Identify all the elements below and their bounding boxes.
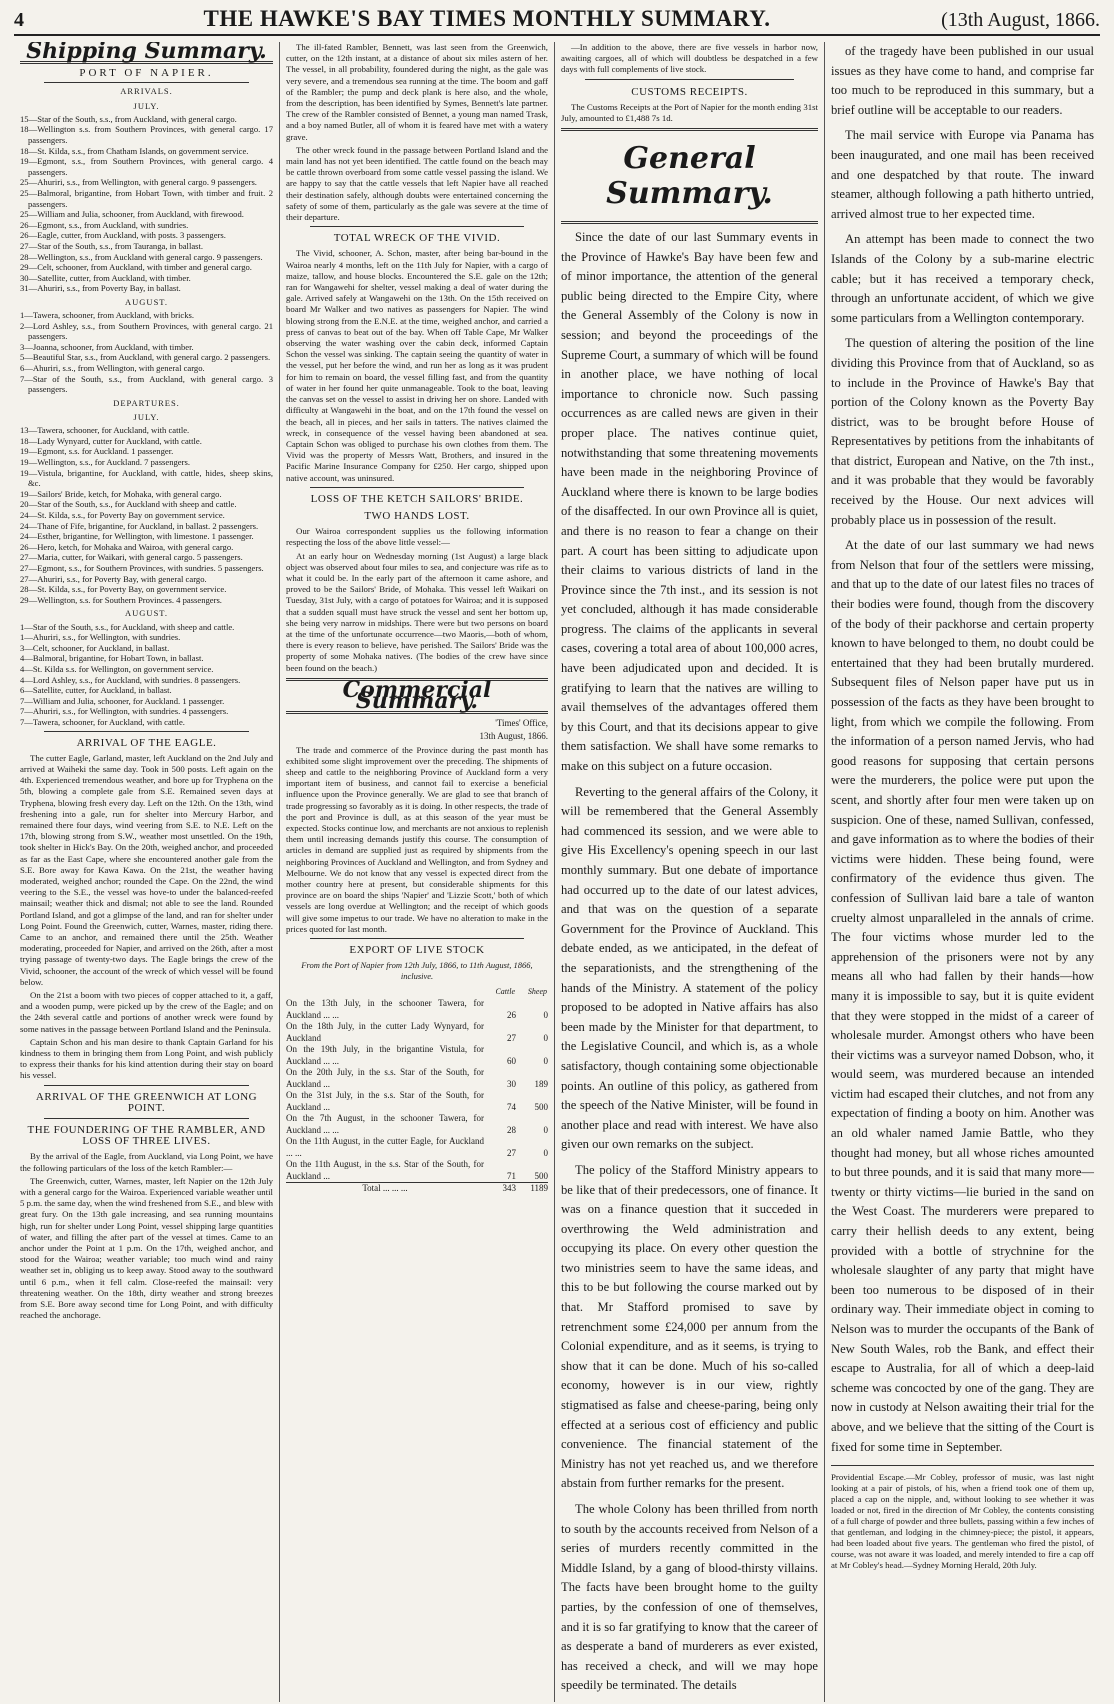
export-total-cattle: 343 xyxy=(484,1183,516,1195)
departure-entry: 27—Maria, cutter, for Waikari, with general cargo. 5 passengers. xyxy=(20,552,243,563)
ketch-article xyxy=(286,526,548,674)
paragraph: The other wreck found in the passage between Portland Island and the main land has not yet been identified. The cattle found on the beach may be cattle thrown overboard from some cattle vessel passing the island. We are happy to say that the cattle vessels that left Napier have all reached their destination safely, although doubts were entertained concerning the safety of some of them, particularly as the gale was severe at the time of their departure. xyxy=(286,144,548,223)
customs-text: The Customs Receipts at the Port of Napier for the month ending 31st July, amounted to £1,488 7s 1d. xyxy=(561,101,818,123)
departure-entry: 29—Wellington, s.s. for Southern Provinces. 4 passengers. xyxy=(20,594,222,605)
divider xyxy=(44,731,249,732)
export-subheading: From the Port of Napier from 12th July, 1866, to 11th August, 1866, inclusive. xyxy=(301,960,533,982)
paragraph: The trade and commerce of the Province during the past month has exhibited some slight improvement over the preceding. The shipments of sheep and cattle to the neighboring Province of Auckland form a very important item of business, and cannot fail to exercise a beneficial influence upon the Province generally. We are glad to see that branch of trade progressing so favorably as it is doing. In other respects, the trade of the port and Province is dull, as at this season of the year must be expected. Stocks continue low, and merchants are not anxious to replenish them until increasing demands justify this course. The consumption of articles in demand are supplied just as required by shipments from the neighboring Provinces of Auckland and Wellington, and from Sydney and Melbourne. We do not know that any vessel is expected direct from the mother country here at present, but considerable shipments for this province are on board the ships 'Napier' and 'Lizzie Scott,' both of which vessels are long overdue at Wellington; and the receipt of which goods will give some impetus to our trade. We have no alteration to make in the prices quoted for last month. xyxy=(286,744,548,934)
paragraph: The whole Colony has been thrilled from north to south by the accounts received from Nelson of a series of murders recently committed in the Middle Island, by a gang of blood-thirsty villains. The facts have been brought home to the guilty parties, by the confession of one of themselves, and it is so far gratifying to know that the career of as desperate a band of murderers as ever existed, has received a check, and will we may hope speedily be terminated. The details xyxy=(561,1502,818,1693)
export-rows xyxy=(286,998,548,1183)
departure-entry: 27—Egmont, s.s., for Southern Provinces, with sundries. 5 passengers. xyxy=(20,562,264,573)
paragraph: By the arrival of the Eagle, from Auckland, via Long Point, we have the following particulars of the loss of the ketch Rambler:— xyxy=(20,1151,273,1173)
export-row-cattle: 27 xyxy=(507,1147,516,1158)
arrival-entry: 6—Ahuriri, s.s., from Wellington, with general cargo. xyxy=(20,363,205,374)
departure-entry: 13—Tawera, schooner, for Auckland, with cattle. xyxy=(20,425,190,436)
ketch-subheading: TWO HANDS LOST. xyxy=(364,509,470,522)
departure-entry: 19—Vistula, brigantine, for Auckland, with cattle, hides, sheep skins, &c. xyxy=(20,467,273,489)
export-row-text: On the 7th August, in the schooner Tawera, for Auckland ... ... xyxy=(286,1113,484,1135)
export-row xyxy=(286,1090,548,1113)
export-row-sheep: 0 xyxy=(543,1009,548,1020)
export-row xyxy=(286,1021,548,1044)
departure-entry: 28—St. Kilda, s.s., for Poverty Bay, on government service. xyxy=(20,584,227,595)
export-row xyxy=(286,1067,548,1090)
paragraph: The ill-fated Rambler, Bennett, was last seen from the Greenwich, cutter, on the 12th instant, at a distance of about six miles astern of her. The vessel, in all probability, foundered during the night, as the gale was very severe, and a tremendous sea running at the time. The boom and gaff of the Rambler; the pump and deck plank is here also, and the whole, from the description, has been identified by Symes, Bennett's late partner. The crew of the Rambler consisted of Bennet, a young man named Trask, and a boy named Butler, all of whom it is feared have met with a watery grave. xyxy=(286,42,548,142)
arrival-entry: 1—Tawera, schooner, from Auckland, with bricks. xyxy=(20,310,194,321)
export-row-text: On the 31st July, in the s.s. Star of the South, for Auckland ... xyxy=(286,1090,484,1112)
departure-entry: 19—Egmont, s.s. for Auckland. 1 passenger. xyxy=(20,446,174,457)
newspaper-title: THE HAWKE'S BAY TIMES MONTHLY SUMMARY. xyxy=(203,6,771,31)
departure-entry: 24—Esther, brigantine, for Wellington, with limestone. 1 passenger. xyxy=(20,531,254,542)
arrival-entry: 5—Beautiful Star, s.s., from Auckland, with general cargo. 2 passengers. xyxy=(20,352,271,363)
paragraph: of the tragedy have been published in our usual issues as they have come to hand, and comprise far too much to be reproduced in this summary, but a brief outline will be acceptable to our readers. xyxy=(831,44,1094,117)
ketch-heading: LOSS OF THE KETCH SAILORS' BRIDE. xyxy=(310,492,524,505)
port-heading: PORT OF NAPIER. xyxy=(79,67,214,80)
arrival-entry: 26—Egmont, s.s., from Auckland, with sundries. xyxy=(20,219,189,230)
issue-date: (13th August, 1866. xyxy=(941,9,1100,31)
shipping-summary-heading: Shipping Summary. xyxy=(26,42,267,64)
general-summary-continued xyxy=(831,42,1094,1457)
departure-entry: 26—Hero, ketch, for Mohaka and Wairoa, with general cargo. xyxy=(20,541,234,552)
departures-label: DEPARTURES. xyxy=(113,397,180,408)
departure-entry: 24—Thane of Fife, brigantine, for Auckland, in ballast. 2 passengers. xyxy=(20,520,259,531)
divider xyxy=(561,128,818,131)
export-header-sheep: Sheep xyxy=(527,986,547,996)
arrival-entry: 25—Balmoral, brigantine, from Hobart Town, with timber and fruit. 2 passengers. xyxy=(20,187,273,209)
arrivals-august-list xyxy=(20,310,273,395)
export-row-cattle: 27 xyxy=(507,1032,516,1043)
greenwich-heading: ARRIVAL OF THE GREENWICH AT LONG POINT. xyxy=(35,1090,258,1114)
office-line: 'Times' Office, xyxy=(495,718,548,729)
rambler-continued xyxy=(286,42,548,223)
arrival-entry: 29—Celt, schooner, from Auckland, with timber and general cargo. xyxy=(20,262,252,273)
departures-august-list xyxy=(20,622,273,728)
paragraph: On the 21st a boom with two pieces of copper attached to it, a gaff, and a wooden pump, were picked up by the crew of the Eagle; and on the 24th several cattle and portions of another wreck were found by some natives in the passage between Portland Island and the Peninsula. xyxy=(20,989,273,1034)
departure-entry: 7—Tawera, schooner, for Auckland, with cattle. xyxy=(20,716,185,727)
paragraph: The question of altering the position of the line dividing this Province from that of Auckland, so as to include in the Province of Hawke's Bay that portion of the Colony known as the Poverty Bay district, was to be brought before House of Representatives by petitions from the inhabitants of that district, European and Native, on the 7th inst., and it was probable that they would be favorably received by the House. Our next advices will probably place us in possession of the result. xyxy=(831,336,1094,527)
export-row-sheep: 0 xyxy=(543,1055,548,1066)
export-row-text: On the 20th July, in the s.s. Star of the South, for Auckland ... xyxy=(286,1067,484,1089)
column-2 xyxy=(279,42,554,1702)
providential-escape-note: Providential Escape.—Mr Cobley, professor of music, was last night looking at a pair of pistols, of his, when a friend took one of them up, placed a cap on the nipple, and, without looking to see whether it was loaded or not, fired in the direction of Mr Cobley, the contents consisting of a full charge of powder and three bullets, passing within a few inches of that gentleman, and lodging in the chimney-piece; the pistol, it appears, had been loaded about five years. The gentleman who fired the pistol, of course, was not aware it was loaded, and merely intended to fire a cap off at Mr Cobley's head.—Sydney Morning Herald, 20th July. xyxy=(831,1465,1094,1571)
arrivals-label: ARRIVALS. xyxy=(120,86,173,97)
departure-entry: 19—Sailors' Bride, ketch, for Mohaka, with general cargo. xyxy=(20,488,222,499)
rambler-article xyxy=(20,1151,273,1321)
eagle-article xyxy=(20,753,273,1082)
arrival-entry: 31—Ahuriri, s.s., from Poverty Bay, in ballast. xyxy=(20,283,181,294)
vivid-article xyxy=(286,248,548,483)
export-row-cattle: 60 xyxy=(507,1055,516,1066)
paragraph: The policy of the Stafford Ministry appears to be like that of their predecessors, one of finance. It was on a finance question that it succeded in overthrowing the Weld administration and occupying its place. On every other question the two ministries seem to have the same ideas, and this to be but following the course marked out by that. Mr Stafford promised to save by retrenchment some £24,000 per annum from the Colonial expenditure, and as it seems, is trying to show that it can be done. Much of his so-called economy, however is in our view, rightly stigmatised as false and cheese-paring, being only effected at a serious cost of efficiency and public convenience. The financial statement of the Ministry has not yet reached us, and we therefore abstain from further remarks for the present. xyxy=(561,1162,818,1491)
divider xyxy=(310,226,524,227)
divider xyxy=(44,1118,249,1119)
rambler-heading: THE FOUNDERING OF THE RAMBLER, AND LOSS OF THREE LIVES. xyxy=(27,1124,266,1148)
paragraph: Our Wairoa correspondent supplies us the following information respecting the loss of the above little vessel:— xyxy=(286,526,548,548)
paragraph: At the date of our last summary we had news from Nelson that four of the settlers were missing, and that up to the date of our latest files no traces of their bodies were found, though from the discovery of the body of their packhorse and certain property known to have belonged to them, no doubt could be entertained that they had been brutally murdered. Subsequent files of Nelson paper have put us in possession of the facts as they have been brought to light, from which we compile the following. From the information of a person named Jervis, who had good reasons for supposing that certain persons were the murderers, the police were put upon the scent, and shortly after four men were taken up on suspicion. One of these, named Sullivan, confessed, and gave information as to where the bodies of their victims were hidden. These being found, were confirmatory of the evidence thus given. The confession of Sullivan laid bare a tale of wanton cruelty almost unparalleled in the annals of crime. The four victims whose murder led to the apprehension of the prisoners were not by any means all who had fallen by their hands—how many it is impossible to say, but it is quite evident that they were stopped in the midst of a career of wholesale murder. Amongst others who have been their victims was a surveyor named Dobson, who, it would seem, was murdered because an intended victim had escaped their clutches, and not from any expectation of finding a booty on him. Another was an old whaler named Jamie Battle, who they thought had money, but all whose riches amounted to but three pounds, and it is said that many more—twenty or thirty victims—lie buried in the sand on the West Coast. The murderers were prepared to carry their hellish deeds to any extent, being provided with a bottle of strychnine for the wholesale slaughter of any party that might have been too numerous to be disposed of in their ordinary way. Their immediate object in coming to Nelson was to murder the occupants of the Bank of New South Wales, rob the Bank, and effect their escape to Australia, for all of which a deep-laid scheme was concocted by one of the gang. They are now in custody at Nelson awaiting their trial for the above, and we believe that the sitting of the Court is fixed for some time in September. xyxy=(831,538,1094,1454)
export-row-text: On the 19th July, in the brigantine Vistula, for Auckland ... ... xyxy=(286,1044,484,1066)
export-row-text: On the 11th August, in the cutter Eagle, for Auckland ... ... xyxy=(286,1136,484,1158)
departure-entry: 7—Ahuriri, s.s., for Wellington, with sundries. 4 passengers. xyxy=(20,706,229,717)
page-number: 4 xyxy=(14,9,24,31)
export-row-sheep: 500 xyxy=(534,1101,548,1112)
arrival-entry: 25—William and Julia, schooner, from Auckland, with firewood. xyxy=(20,209,244,220)
paragraph: Captain Schon and his man desire to thank Captain Garland for his kindness to them in bringing them from Long Point, and wish publicly to express their thanks for his kind attention during their stay on board his vessel. xyxy=(20,1036,273,1081)
departure-entry: 7—William and Julia, schooner, for Auckland. 1 passenger. xyxy=(20,695,225,706)
arrival-entry: 15—Star of the South, s.s., from Auckland, with general cargo. xyxy=(20,113,237,124)
arrival-entry: 18—St. Kilda, s.s., from Chatham Islands, on government service. xyxy=(20,145,249,156)
departure-entry: 4—Balmoral, brigantine, for Hobart Town, in ballast. xyxy=(20,653,204,664)
export-total-sheep: 1189 xyxy=(516,1183,548,1195)
export-total-row xyxy=(286,1183,548,1195)
export-row xyxy=(286,1113,548,1136)
office-date: 13th August, 1866. xyxy=(479,731,548,742)
paragraph: The mail service with Europe via Panama has been inaugurated, and one mail has been received and one despatched by that route. The inward steamer, although following a path hitherto untried, arrived almost true to her expected time. xyxy=(831,128,1094,221)
arrival-entry: 30—Satellite, cutter, from Auckland, with timber. xyxy=(20,272,191,283)
column-1 xyxy=(14,42,279,1702)
arrival-entry: 19—Egmont, s.s., from Southern Provinces, with general cargo. 4 passengers. xyxy=(20,156,273,177)
paragraph: The cutter Eagle, Garland, master, left Auckland on the 2nd July and arrived at Waiheki the same day. Took in 500 posts. Left again on the 4th. Experienced tremendous weather, and bore up for Tryphena on the 5th, blowing a complete gale from S.E. Remained seven days at Tryphena, blowing fresh every day. Left on the 12th. On the 13th, wind freshening into a gale, run for shelter into Mercury Harbor, and remained there four days, wind veering from S.E. to N.E. Left on the 17th, blowing strong from S.W., weather most unsettled. On the 19th, took shelter in Hick's Bay. On the 20th, weighed anchor, and proceeded as far as the East Cape, where she encountered another gale from the S.E. Bore away for Kawa Kawa. On the 21st, the weather having moderated, weighed anchor; rounded the Cape. On the 22nd, the wind veering to the S.E., the vessel was hove-to under the balanced-reefed mainsail; weather thick and dismal; not able to see the land. Rounded Portland Island, and got a glimpse of the land, and ran for shelter under Long Point. Found the Greenwich, cutter, Warnes, master, riding there. Came to an anchor, and remained there until the 25th. Weather moderating, proceeded for Napier, and arrived on the 26th, after a most trying passage of twenty-two days. The Eagle brings the crew of the Vivid, schooner, the account of the wreck of which vessel will be found below. xyxy=(20,752,273,987)
departure-entry: 6—Satellite, cutter, for Auckland, in ballast. xyxy=(20,685,172,696)
vivid-heading: TOTAL WRECK OF THE VIVID. xyxy=(333,232,501,245)
export-row-text: On the 11th August, in the s.s. Star of the South, for Auckland ... xyxy=(286,1159,484,1181)
eagle-heading: ARRIVAL OF THE EAGLE. xyxy=(76,736,217,749)
departure-entry: 18—Lady Wynyard, cutter for Auckland, with cattle. xyxy=(20,435,202,446)
general-summary-article xyxy=(561,228,818,1696)
arrival-entry: 26—Eagle, cutter, from Auckland, with posts. 3 passengers. xyxy=(20,230,226,241)
departure-entry: 20—Star of the South, s.s., for Auckland with sheep and cattle. xyxy=(20,499,237,510)
column-4 xyxy=(824,42,1100,1702)
month-label: AUGUST. xyxy=(125,296,168,307)
columns xyxy=(14,42,1100,1702)
departures-july-list xyxy=(20,425,273,605)
paragraph: At an early hour on Wednesday morning (1st August) a large black object was observed about four miles to sea, and conjecture was rife as to what it could be. In the early part of the afternoon it came ashore, and proved to be the Sailors' Bride, of Mohaka. This vessel left Waikari on Tuesday, 31st July, with a cargo of potatoes for Wairoa; and it is supposed that a sudden squall must have struck the vessel and sent her bottom up, she being very narrow in midships. There were but two persons on board at the time of the unfortunate occurrence—two Maoris,—both of whom, there is every reason to believe, have perished. The Sailors' Bride was the property of some Mohaka natives. (The bodies of the crew have since been found on the beach.) xyxy=(286,550,548,673)
export-header-spacer xyxy=(286,985,484,999)
divider xyxy=(44,82,249,83)
column-3 xyxy=(554,42,824,1702)
departure-entry: 4—St. Kilda s.s. for Wellington, on government service. xyxy=(20,663,214,674)
paragraph: An attempt has been made to connect the two Islands of the Colony by a sub-marine electric cable; but it has received a temporary check, through an unfortunate accident, of which we give some particulars from a Wellington contemporary. xyxy=(831,232,1094,325)
export-row-cattle: 28 xyxy=(507,1124,516,1135)
commercial-article xyxy=(286,745,548,935)
customs-heading: CUSTOMS RECEIPTS. xyxy=(631,85,748,98)
month-label: JULY. xyxy=(133,100,160,111)
general-summary-heading: General Summary. xyxy=(606,141,773,212)
arrival-entry: 18—Wellington s.s. from Southern Provinces, with general cargo. 17 passengers. xyxy=(20,124,273,145)
masthead xyxy=(14,6,1100,36)
export-total-label: Total ... ... ... xyxy=(286,1183,484,1195)
arrivals-july-list xyxy=(20,114,273,294)
export-row-sheep: 0 xyxy=(543,1124,548,1135)
departure-entry: 24—St. Kilda, s.s., for Poverty Bay on government service. xyxy=(20,510,225,521)
month-label: JULY. xyxy=(133,412,160,423)
arrival-entry: 7—Star of the South, s.s., from Auckland, with general cargo. 3 passengers. xyxy=(20,373,273,395)
arrival-entry: 25—Ahuriri, s.s., from Wellington, with general cargo. 9 passengers. xyxy=(20,177,257,188)
export-row xyxy=(286,998,548,1021)
export-table xyxy=(286,985,548,1195)
departure-entry: 1—Star of the South, s.s., for Auckland, with sheep and cattle. xyxy=(20,621,235,632)
export-heading: EXPORT OF LIVE STOCK xyxy=(349,944,485,957)
export-row xyxy=(286,1136,548,1159)
divider xyxy=(585,79,794,80)
export-row-text: On the 18th July, in the cutter Lady Wynyard, for Auckland xyxy=(286,1021,484,1043)
commercial-summary-heading: Commercial Summary. xyxy=(342,676,492,714)
paragraph: The Greenwich, cutter, Warnes, master, left Napier on the 12th July with a general cargo for the Wairoa. Experienced variable weather until 5 p.m. the same day, when the wind freshened from S.E., and blew with great fury. On the 13th gale increasing, and sea running mountains high, run for shelter under Long Point, vessel shipping large quantities of water, and filling the after part of the vessel at times. Came to an anchor under the Point at 1 p.m. On the 17th, weighed anchor, and stood for the Wairoa; weather variable; too much wind and rainy weather set in, obliging us to keep away. Stood away to the southward until 6 p.m., when it fell calm. Close-reefed the mainsail: very threatening weather. On the 18th, dirty weather and strong breezes from S.E. Bore away second time for Long Point, and with difficulty reached the anchorage. xyxy=(20,1175,273,1321)
export-row-text: On the 13th July, in the schooner Tawera, for Auckland ... ... xyxy=(286,998,484,1020)
departure-entry: 3—Celt, schooner, for Auckland, in ballast. xyxy=(20,642,170,653)
export-row-sheep: 500 xyxy=(534,1170,548,1181)
divider xyxy=(310,487,524,488)
arrival-entry: 28—Wellington, s.s., from Auckland with general cargo. 9 passengers. xyxy=(20,251,263,262)
month-label: AUGUST. xyxy=(125,608,168,619)
paragraph: —In addition to the above, there are five vessels in harbor now, awaiting cargoes, all of which will doubtless be despatched in a few days with full complements of live stock. xyxy=(561,42,818,75)
divider xyxy=(561,221,818,224)
divider xyxy=(310,938,524,939)
departure-entry: 4—Lord Ashley, s.s., for Auckland, with sundries. 8 passengers. xyxy=(20,674,241,685)
export-row-cattle: 71 xyxy=(507,1170,516,1181)
export-row xyxy=(286,1159,548,1183)
export-row-sheep: 189 xyxy=(534,1078,548,1089)
export-header-cattle: Cattle xyxy=(495,986,515,996)
export-row-cattle: 26 xyxy=(507,1009,516,1020)
paragraph: Since the date of our last Summary events in the Province of Hawke's Bay have been few and of minor importance, the attention of the general public being directed to the Empire City, where the General Assembly of the Colony is now in session; and beyond the proceedings of the Supreme Court, a summary of which will be found in another place, we have nothing of local importance to chronicle now. Such passing occurrences as are called news are given in their proper place. The natives continue quiet, notwithstanding that some threatening movements have been made in the neighboring Province of Auckland where there is known to be large bodies of the disaffected. In our own Province all is quiet, and there is no reason to fear a change on their part. A court has been sitting to adjudicate upon their claims to various districts of land in the Province since the 7th inst., and its session is not yet concluded, although it has made considerable progress. The claims of the applicants in several cases, covering a total area of about 100,000 acres, have been adjudicated upon and decided. It is gratifying to learn that the natives are willing to avail themselves of the advantages offered them by this Court, and that its decisions appear to give them satisfaction. We shall have some remarks to make on this subject on a future occasion. xyxy=(561,230,818,774)
departure-entry: 1—Ahuriri, s.s., for Wellington, with sundries. xyxy=(20,632,181,643)
export-row-sheep: 0 xyxy=(543,1147,548,1158)
export-row xyxy=(286,1044,548,1067)
arrival-entry: 27—Star of the South, s.s., from Tauranga, in ballast. xyxy=(20,240,204,251)
departure-entry: 27—Ahuriri, s.s., for Poverty Bay, with general cargo. xyxy=(20,573,207,584)
export-row-cattle: 30 xyxy=(507,1078,516,1089)
export-row-sheep: 0 xyxy=(543,1032,548,1043)
additional-vessels-note xyxy=(561,42,818,76)
divider xyxy=(44,1085,249,1086)
paragraph: The Vivid, schooner, A. Schon, master, after being bar-bound in the Wairoa nearly 4 months, left on the 11th July for Napier, with a cargo of maize, tallow, and house blocks. Encountered the S.E. gale on the 12th; ran for Wangawehi for shelter, vessel making a deal of water during the gale. Arrived safely at Wangawehi on the 13th. On the 15th received on board Mr Walker and two natives as passengers for Napier. The wind blowing strong from the E.N.E. at the time, weighed anchor, and carried a press of canvas to beat out of the bay. When off Table Cape, Mr Walker observing the water washing over the cabin deck, informed Captain Schon the vessel was sinking. The captain seeing the quantity of water in the vessel, put her before the wind, and run her as long as it was prudent for him to remain on board, the vessel filling fast, and from the quantity of water in her found her quite unmanageable. Took to the boat, leaving the canvas set on the vessel to assist in driving her on shore. Landed with difficulty at Wangawehi in the boat, and on the 17th found the vessel on the beach, all in pieces, and her sails in tatters. The natives claimed the wreck, in consequence of the vessel having been abandoned at sea. Captain Schon was obliged to purchase his own clothes from them. The Vivid was the property of Messrs Watt, Brothers, and insured in the Pacific Marine Insurance Company for £250. Her cargo, shipped upon native account, was uninsured. xyxy=(286,248,548,483)
arrival-entry: 3—Joanna, schooner, from Auckland, with timber. xyxy=(20,341,194,352)
export-row-cattle: 74 xyxy=(507,1101,516,1112)
paragraph: Reverting to the general affairs of the Colony, it will be remembered that the General Assembly had commenced its session, and we were able to give His Excellency's opening speech in our last monthly summary. But one debate of importance had occurred up to the date of our latest advices, and that was on the question of a separate Government for the Province of Auckland. This debate ended, as we anticipated, in the defeat of the separationists, and the strengthening of the hands of the Ministry. A statement of the policy proposed to be adopted in Native affairs has also been made by the Minister for that department, to the Legislative Council, and which is, as a whole satisfactory, though containing some objectionable points. An outline of this policy, as gathered from the speech of the Native Minister, will be found in another place and read with interest. We have also given our own remarks on the subject. xyxy=(561,784,818,1152)
arrival-entry: 2—Lord Ashley, s.s., from Southern Provinces, with general cargo. 21 passengers. xyxy=(20,320,273,342)
departure-entry: 19—Wellington, s.s., for Auckland. 7 passengers. xyxy=(20,457,190,468)
